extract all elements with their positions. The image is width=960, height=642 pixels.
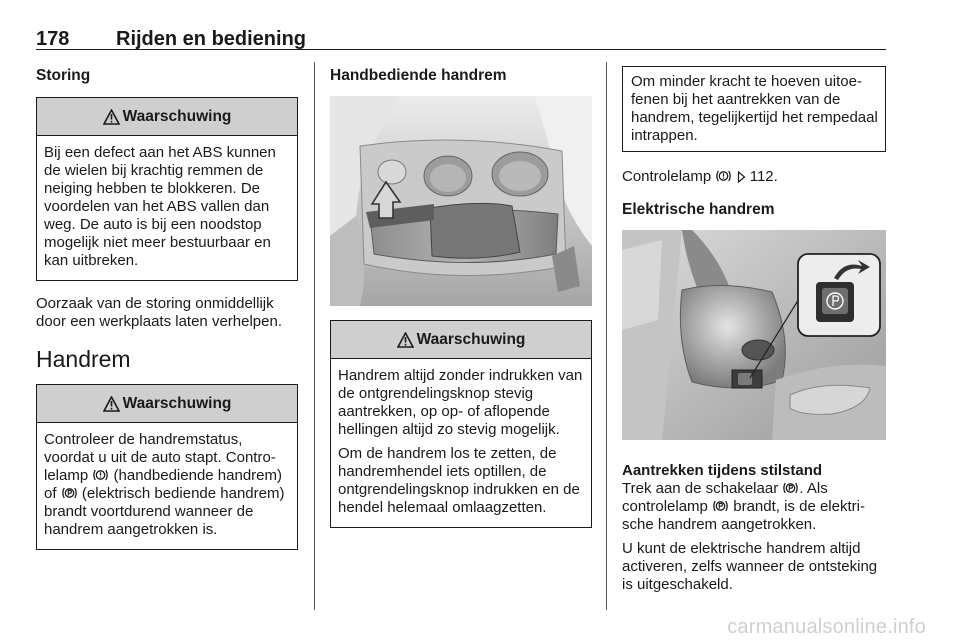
page-reference-arrow-icon (737, 171, 746, 183)
warning-title: Waarschuwing (416, 330, 526, 348)
electric-handbrake-heading: Elektrische handrem (622, 201, 775, 218)
warning-header (37, 98, 297, 136)
parking-brake-lamp-icon (61, 486, 78, 500)
para-part: brandt, is de elektrische handrem aangetrokken. (622, 498, 865, 533)
warning-triangle-icon (397, 332, 414, 348)
warning-text (331, 359, 591, 527)
control-lamp-reference (622, 168, 886, 186)
warning-text: Bij een defect aan het ABS kunnen de wielen bij krachtig remmen de neiging hebben te blokkeren. De voordelen van het ABS vallen dan weg. De auto is bij een noodstop mogelijk niet meer bestuurbaar en kan uitbreken. (44, 144, 276, 269)
lamp-prefix: Controlelamp (622, 168, 712, 185)
watermark: carmanualsonline.info (727, 616, 926, 638)
warning-title: Waarschuwing (122, 394, 232, 412)
para-part: Trek aan de schakelaar (622, 480, 779, 497)
warning-title: Waarschuwing (122, 107, 232, 125)
pull-switch-paragraph (622, 480, 886, 534)
brake-warning-lamp-icon (92, 468, 109, 482)
electric-handbrake-image (622, 230, 886, 440)
warning-paragraph-2: Om de handrem los te zetten, de handremhendel iets optillen, de ontgrendelingsknop indrukken en de hendel helemaal omlaagzetten. (338, 445, 580, 516)
column-3 (622, 66, 886, 594)
warning-text-part: (elektrisch bediende handrem) brandt voortdurend wanneer de handrem aangetrokken is. (44, 485, 285, 538)
column-2 (330, 66, 592, 528)
parking-brake-switch-icon (782, 481, 799, 495)
manual-handbrake-heading: Handbediende handrem (330, 67, 507, 84)
electric-handbrake-illustration (622, 230, 886, 440)
abs-warning-box (36, 97, 298, 281)
warning-header (37, 385, 297, 423)
warning-text (37, 423, 297, 549)
column-1 (36, 66, 298, 550)
warning-text-part: Controleer de handremstatus, voordat u uit de auto stapt. Controlelamp (44, 431, 276, 484)
column-divider-right (606, 62, 607, 610)
brake-warning-lamp-icon (715, 169, 732, 183)
handbrake-warning-box (36, 384, 298, 550)
warning-triangle-icon (103, 396, 120, 412)
chapter-title: Rijden en bediening (116, 28, 307, 50)
handrem-heading: Handrem (36, 346, 131, 372)
para-part: . Als controlelamp (622, 480, 828, 515)
handbrake-lever-image (330, 96, 592, 306)
warning-paragraph-1: Handrem altijd zonder indrukken van de ontgrendelingsknop stevig aantrekken, op op- of aflopende hellingen altijd zo stevig mogelijk. (338, 367, 583, 438)
column-divider-left (314, 62, 315, 610)
apply-while-stationary-heading: Aantrekken tijdens stilstand (622, 462, 823, 479)
page-number: 178 (36, 28, 70, 50)
storing-heading: Storing (36, 67, 91, 84)
warning-header (331, 321, 591, 359)
manual-handbrake-warning-box (330, 320, 592, 528)
handbrake-lever-illustration (330, 96, 592, 306)
brake-pedal-note: Om minder kracht te hoeven uitoefenen bij het aantrekken van de handrem, tegelijkertijd het rempedaal intrappen. (622, 66, 886, 152)
activate-anytime-paragraph: U kunt de elektrische handrem altijd activeren, zelfs wanneer de ontsteking is uitgeschakeld. (622, 540, 878, 593)
lamp-page-ref: 112. (749, 168, 778, 185)
cause-text: Oorzaak van de storing onmiddellijk door een werkplaats laten verhelpen. (36, 295, 282, 330)
warning-text-part: (handbediende handrem) of (44, 467, 282, 502)
page-header (36, 28, 886, 50)
parking-brake-lamp-icon (712, 499, 729, 513)
warning-triangle-icon (103, 109, 120, 125)
